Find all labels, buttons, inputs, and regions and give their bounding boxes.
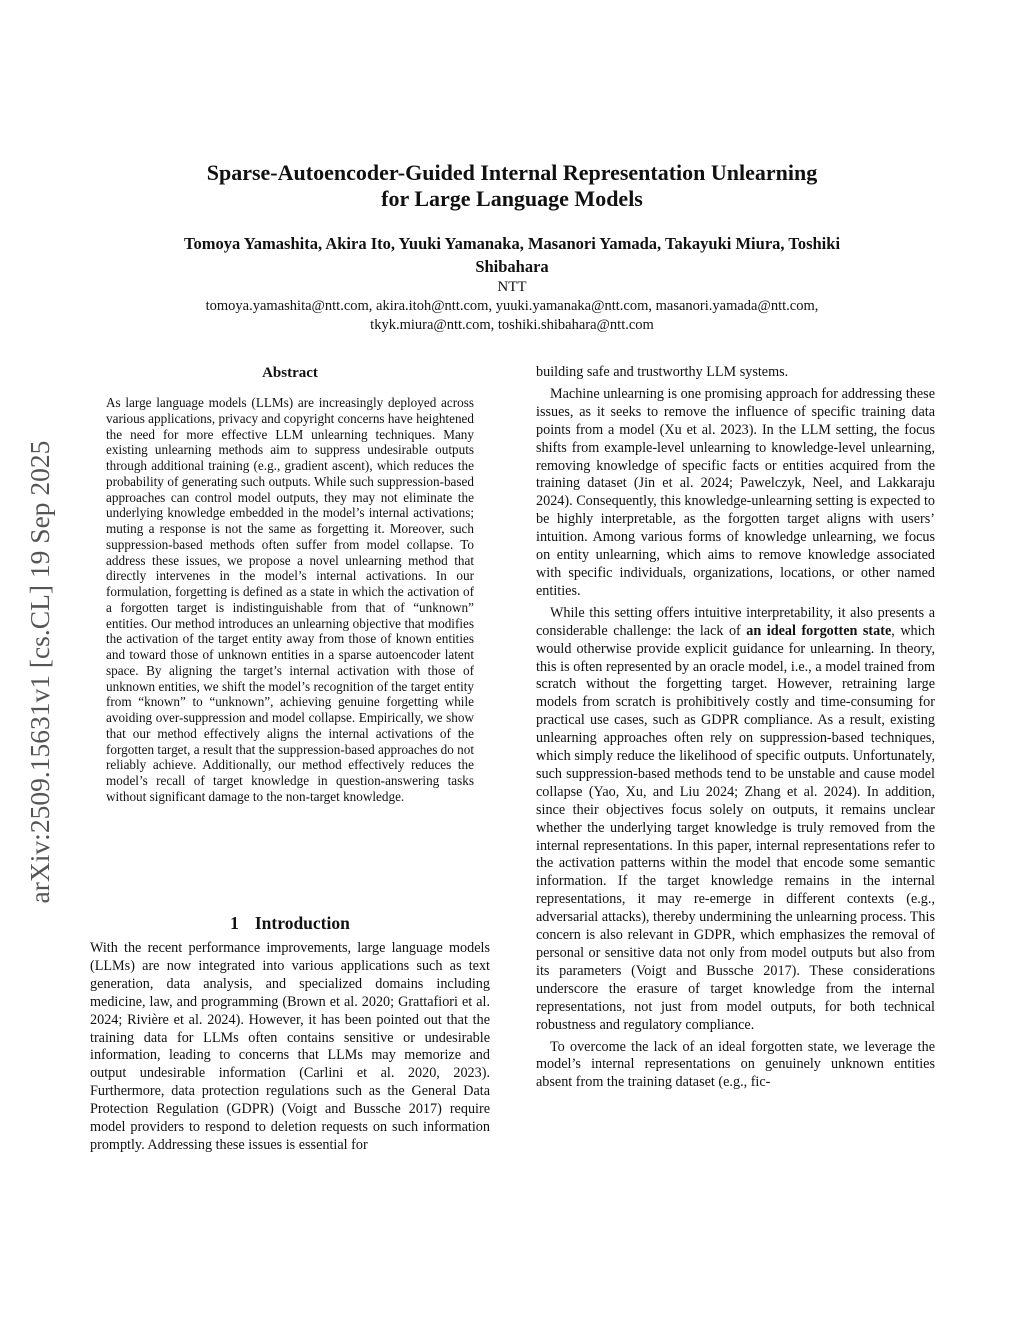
author-list-line-2: Shibahara bbox=[475, 257, 549, 276]
abstract-paragraph: As large language models (LLMs) are increasingly deployed across various applications, privacy and copyright concerns have heightened the need for more effective LLM unlearning techniques. Many existing unlearning methods aim to suppress undesirable outputs through additional training (e.g., gradient ascent), which reduces the probability of generating such outputs. While such suppression-based approaches can control model outputs, they may not eliminate the underlying knowledge embedded in the model’s internal activations; muting a response is not the same as forgetting it. Moreover, such suppression-based methods often suffer from model collapse. To address these issues, we propose a novel unlearning method that directly intervenes in the model’s internal activations. In our formulation, forgetting is defined as a state in which the activation of a forgotten target is indistinguishable from that of “unknown” entities. Our method introduces an unlearning objective that modifies the activation of the target entity away from those of known entities and toward those of unknown entities in a sparse autoencoder latent space. By aligning the target’s internal activation with those of unknown entities, we shift the model’s recognition of the target entity from “known” to “unknown”, achieving genuine forgetting while avoiding over-suppression and model collapse. Empirically, we show that our method effectively aligns the internal activations of the forgotten target, a result that the suppression-based approaches do not reliably achieve. Additionally, our method effectively reduces the model’s recall of target knowledge in question-answering tasks without significant damage to the non-target knowledge. bbox=[106, 395, 474, 804]
intro-paragraph-1: With the recent performance improvements, large language models (LLMs) are now integrated into various applications such as text generation, data analysis, and specialized domains including medicine, law, and programming (Brown et al. 2020; Grattafiori et al. 2024; Rivière et al. 2024). However, it has been pointed out that the training data for LLMs often contains sensitive or undesirable information, leading to concerns that LLMs may memorize and output undesirable information (Carlini et al. 2020, 2023). Furthermore, data protection regulations such as the General Data Protection Regulation (GDPR) (Voigt and Bussche 2017) require model providers to respond to deletion requests on such information promptly. Addressing these issues is essential for bbox=[90, 940, 490, 1153]
abstract-body bbox=[106, 395, 474, 805]
intro-paragraph-1-continued: building safe and trustworthy LLM systems. bbox=[536, 364, 789, 380]
abstract-heading: Abstract bbox=[262, 365, 318, 381]
arxiv-identifier: arXiv:2509.15631v1 [cs.CL] 19 Sep 2025 bbox=[24, 440, 55, 904]
section-number: 1 bbox=[230, 913, 239, 933]
paper-title-line-1: Sparse-Autoencoder-Guided Internal Representation Unlearning bbox=[206, 160, 818, 185]
paper-title bbox=[0, 160, 1024, 212]
left-column-body bbox=[90, 940, 490, 1155]
author-emails-line-2: tkyk.miura@ntt.com, toshiki.shibahara@ntt.com bbox=[370, 317, 654, 333]
intro-paragraph-3-rest: , which would otherwise provide explicit guidance for unlearning. In theory, this is often represented by an oracle model, i.e., a model trained from scratch without the forgetting target. However, retraining large models from scratch is prohibitively costly and time-consuming for practical use cases, such as GDPR compliance. As a result, existing unlearning approaches often rely on suppression-based techniques, which simply reduce the likelihood of specific outputs. Unfortunately, such suppression-based methods tend to be unstable and cause model collapse (Yao, Xu, and Liu 2024; Zhang et al. 2024). In addition, since their objectives focus solely on outputs, it remains unclear whether the underlying target knowledge is truly removed from the internal representations. In this paper, internal representations refer to the activation patterns within the model that encode some semantic information. If the target knowledge remains in the internal representations, it may re-emerge in different contexts (e.g., adversarial attacks), thereby undermining the unlearning process. This concern is also relevant in GDPR, which emphasizes the removal of personal or sensitive data not only from model outputs but also from its parameters (Voigt and Bussche 2017). These considerations underscore the erasure of target knowledge from the internal representations, not just from model outputs, for both technical robustness and regulatory compliance. bbox=[536, 622, 935, 1033]
ideal-forgotten-state-emphasis: an ideal forgotten state bbox=[746, 622, 892, 639]
section-heading-introduction bbox=[90, 912, 490, 934]
author-emails-line-1: tomoya.yamashita@ntt.com, akira.itoh@ntt.com, yuuki.yamanaka@ntt.com, masanori.yamada@ntt.com, bbox=[205, 298, 819, 314]
right-column-body bbox=[536, 364, 935, 1092]
intro-paragraph-3 bbox=[536, 605, 935, 1035]
author-emails bbox=[100, 297, 924, 335]
author-list bbox=[100, 232, 924, 278]
paper-title-line-2: for Large Language Models bbox=[381, 186, 643, 211]
affiliation: NTT bbox=[497, 279, 527, 295]
intro-paragraph-3-start: While this setting offers intuitive interpretability, it also presents a considerable challenge: the lack of bbox=[536, 604, 935, 639]
author-list-line-1: Tomoya Yamashita, Akira Ito, Yuuki Yamanaka, Masanori Yamada, Takayuki Miura, Toshiki bbox=[183, 234, 841, 253]
intro-paragraph-2: Machine unlearning is one promising approach for addressing these issues, as it seeks to remove the influence of specific training data points from a model (Xu et al. 2023). In the LLM setting, the focus shifts from example-level unlearning to knowledge-level unlearning, removing knowledge of specific facts or entities acquired from the training dataset (Jin et al. 2024; Pawelczyk, Neel, and Lakkaraju 2024). Consequently, this knowledge-unlearning setting is expected to be highly interpretable, as the forgotten target aligns with users’ intuition. Among various forms of knowledge unlearning, we focus on entity unlearning, which aims to remove knowledge associated with specific individuals, organizations, locations, or other named entities. bbox=[536, 385, 936, 599]
section-title: Introduction bbox=[254, 913, 350, 933]
intro-paragraph-4: To overcome the lack of an ideal forgotten state, we leverage the model’s internal representations on genuinely unknown entities absent from the training dataset (e.g., fic- bbox=[536, 1038, 935, 1091]
